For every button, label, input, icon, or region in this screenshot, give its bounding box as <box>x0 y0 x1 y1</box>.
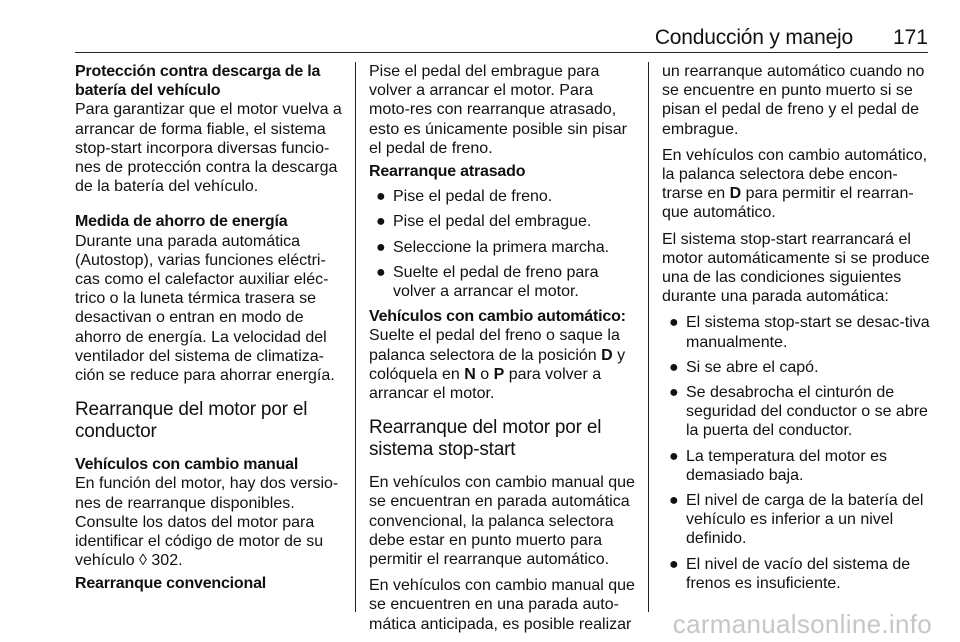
paragraph: El sistema stop-start rearrancará el motor automáticamente si se produce una de las condiciones siguientes durante una parada automática: <box>662 230 930 306</box>
column-3 <box>662 62 932 599</box>
subheading: Vehículos con cambio automático: <box>369 308 626 326</box>
section-heading: Rearranque del motor por el conductor <box>75 399 308 443</box>
bullet-item: ● El nivel de vacío del sistema de frenos es insuficiente. <box>669 555 911 592</box>
paragraph: Para garantizar que el motor vuelva a arrancar de forma fiable, el sistema stop-start incorpora diversas funcio-nes de protección contra la descarga de la batería del vehículo. <box>75 101 342 196</box>
subheading: Rearranque atrasado <box>369 163 526 181</box>
column-divider <box>648 62 649 612</box>
paragraph: En función del motor, hay dos versio-nes de rearranque disponibles. Consulte los datos del motor para identificar el código de motor de su vehículo ◊ 302. <box>75 475 339 570</box>
bullet-item: ● La temperatura del motor es demasiado baja. <box>669 447 887 484</box>
bullet-icon: ● <box>669 555 679 573</box>
page-number: 171 <box>892 26 928 49</box>
chapter-title: Conducción y manejo <box>654 26 853 49</box>
paragraph: En vehículos con cambio automático, la palanca selectora debe encon-trarse en D para permitir el rearran-que automático. <box>662 146 928 222</box>
bullet-item: ● El nivel de carga de la batería del vehículo es inferior a un nivel definido. <box>669 492 924 548</box>
paragraph: un rearranque automático cuando no se encuentre en punto muerto si se pisan el pedal de freno y el pedal de embrague. <box>662 63 925 138</box>
bullet-item: ● Pise el pedal de freno. <box>376 188 553 206</box>
paragraph: En vehículos con cambio manual que se encuentran en parada automática convencional, la palanca selectora debe estar en punto muerto para permitir el rearranque automático. <box>369 474 635 569</box>
watermark: carmanualsonline.info <box>672 609 932 639</box>
bullet-icon: ● <box>376 213 386 231</box>
page-reference-icon: ◊ <box>139 552 147 570</box>
bullet-item: ● El sistema stop-start se desac-tiva manualmente. <box>669 314 930 351</box>
bullet-icon: ● <box>669 447 679 465</box>
subheading: Vehículos con cambio manual <box>75 456 299 474</box>
bullet-item: ● Si se abre el capó. <box>669 358 819 376</box>
column-2 <box>369 62 636 638</box>
bullet-item: ● Seleccione la primera marcha. <box>376 238 610 256</box>
bullet-icon: ● <box>376 263 386 281</box>
paragraph: Suelte el pedal del freno o saque la palanca selectora de la posición D y colóquela en N o P para volver a arrancar el motor. <box>369 327 626 403</box>
bullet-icon: ● <box>376 238 386 256</box>
bullet-item: ● Pise el pedal del embrague. <box>376 213 592 231</box>
bullet-icon: ● <box>669 314 679 332</box>
page-reference-link[interactable]: 302. <box>151 552 183 570</box>
bullet-item: ● Se desabrocha el cinturón de seguridad del conductor o se abre la puerta del conductor. <box>669 384 928 440</box>
bullet-icon: ● <box>669 358 679 376</box>
bullet-icon: ● <box>376 188 386 206</box>
column-divider <box>355 62 356 612</box>
subheading: Protección contra descarga de la batería del vehículo <box>75 63 321 100</box>
paragraph: Durante una parada automática (Autostop), varias funciones eléctri-cas como el calefactor auxiliar eléc-trico o la luneta térmica trasera se desactivan o entran en modo de ahorro de energía. La velocidad del ventilador del sistema de climatiza-ción se reduce para ahorrar energía. <box>75 232 335 385</box>
bullet-icon: ● <box>669 384 679 402</box>
bullet-icon: ● <box>669 492 679 510</box>
bullet-item: ● Suelte el pedal de freno para volver a arrancar el motor. <box>376 263 599 301</box>
section-heading: Rearranque del motor por el sistema stop-start <box>369 417 602 461</box>
column-1 <box>75 62 347 594</box>
page-header <box>75 0 928 53</box>
paragraph: Pise el pedal del embrague para volver a arrancar el motor. Para moto-res con rearranque atrasado, esto es únicamente posible sin pisar el pedal de freno. <box>369 63 627 157</box>
subheading: Medida de ahorro de energía <box>75 213 288 231</box>
paragraph: En vehículos con cambio manual que se encuentren en una parada auto-mática anticipada, es posible realizar <box>369 577 635 633</box>
subheading: Rearranque convencional <box>75 575 267 593</box>
